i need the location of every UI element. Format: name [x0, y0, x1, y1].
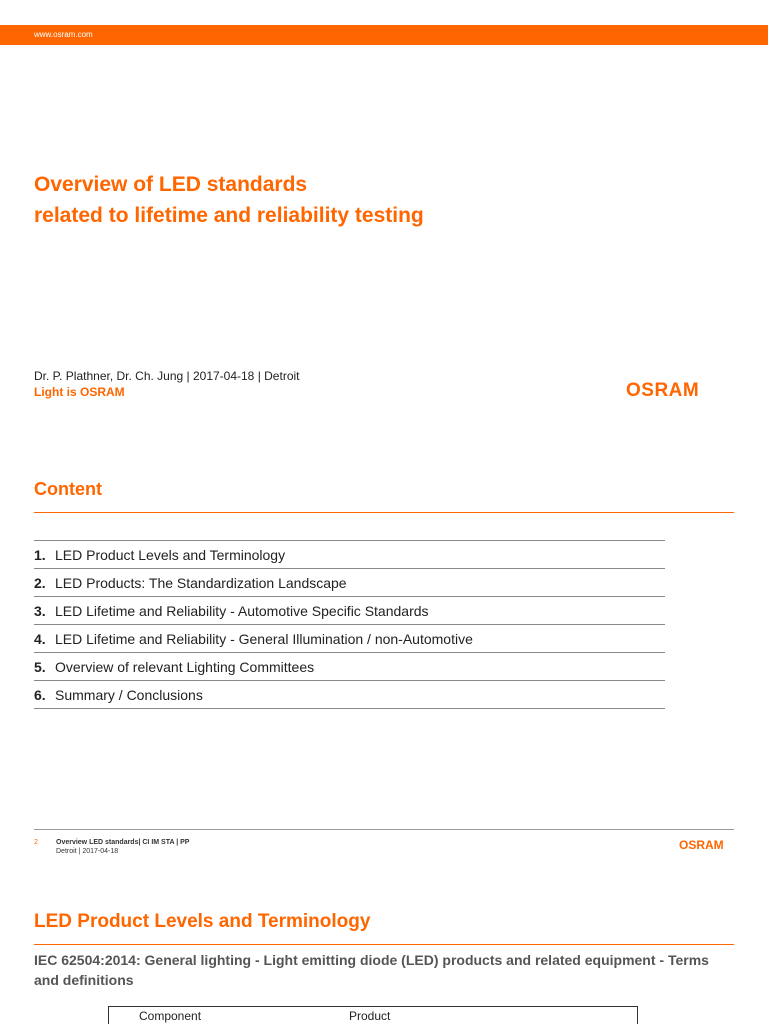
authors-line: Dr. P. Plathner, Dr. Ch. Jung | 2017-04-18 | Detroit — [34, 369, 300, 383]
product-label: Product — [349, 1009, 391, 1023]
toc-number: 5. — [34, 658, 46, 675]
toc-label: LED Products: The Standardization Landscape — [55, 574, 347, 591]
footer-subtitle: Detroit | 2017-04-18 — [56, 848, 119, 855]
tagline: Light is OSRAM — [34, 385, 125, 399]
toc-number: 6. — [34, 686, 46, 703]
toc-label: Summary / Conclusions — [55, 686, 203, 703]
footer-divider — [34, 829, 734, 830]
content-divider — [34, 512, 734, 513]
toc-item — [34, 653, 665, 681]
section-divider — [34, 944, 734, 945]
toc-number: 3. — [34, 602, 46, 619]
toc-label: LED Product Levels and Terminology — [55, 546, 286, 563]
toc-item — [34, 597, 665, 625]
toc-item — [34, 569, 665, 597]
component-label: Component — [139, 1009, 202, 1023]
toc-item — [34, 625, 665, 653]
toc-number: 4. — [34, 630, 46, 647]
website-link[interactable]: www.osram.com — [34, 30, 93, 39]
toc-item — [34, 681, 665, 709]
content-heading: Content — [34, 479, 102, 499]
title-line-2: related to lifetime and reliability testing — [34, 204, 424, 227]
toc-label: LED Lifetime and Reliability - Automotive Specific Standards — [55, 602, 429, 619]
toc-number: 1. — [34, 546, 46, 563]
product-levels-box — [108, 1006, 638, 1024]
presentation-title — [34, 169, 424, 231]
section-subheading: IEC 62504:2014: General lighting - Light emitting diode (LED) products and related equipment - Terms and definitions — [34, 952, 709, 988]
footer-page-number: 2 — [34, 839, 38, 846]
table-of-contents — [34, 540, 665, 709]
toc-label: Overview of relevant Lighting Committees — [55, 658, 315, 675]
section-heading: LED Product Levels and Terminology — [34, 911, 371, 932]
top-bar — [0, 25, 768, 45]
osram-logo: OSRAM — [626, 380, 700, 401]
toc-item — [34, 541, 665, 569]
footer-osram-logo: OSRAM — [679, 838, 724, 852]
title-line-1: Overview of LED standards — [34, 173, 308, 196]
footer-title: Overview LED standards| CI IM STA | PP — [56, 839, 190, 846]
toc-number: 2. — [34, 574, 46, 591]
toc-label: LED Lifetime and Reliability - General Illumination / non-Automotive — [55, 630, 473, 647]
